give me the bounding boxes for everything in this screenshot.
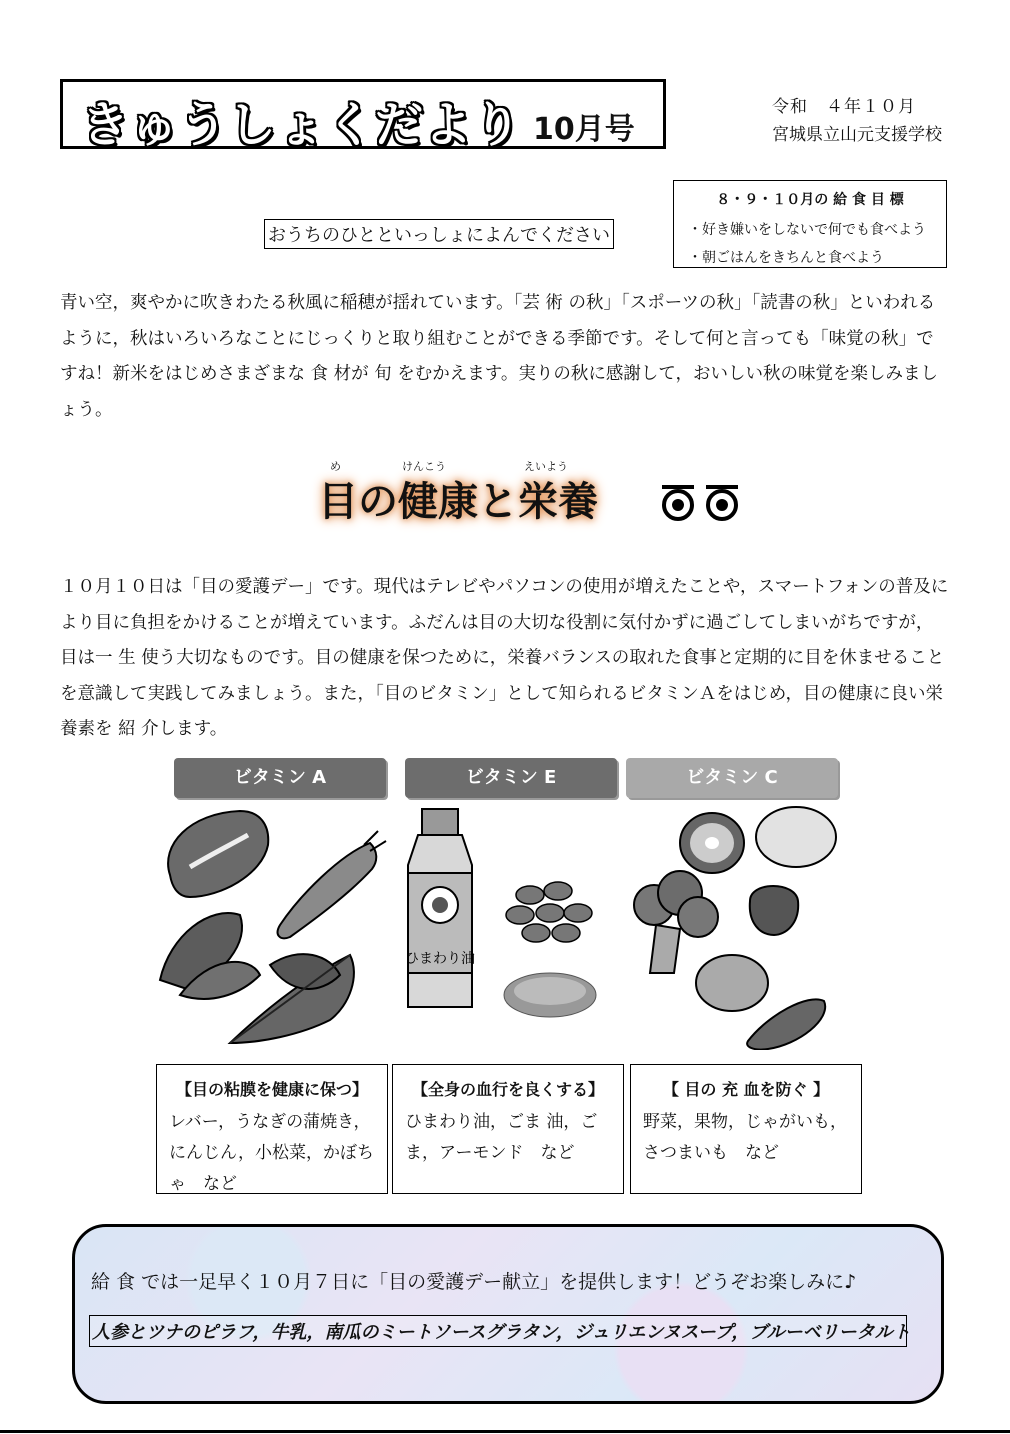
vitamin-a-box <box>156 1064 388 1194</box>
menu-announcement: 給 食 では一足早く１０月７日に「目の愛護デー献立」を提供します！どうぞお楽しみに♪ <box>91 1271 857 1293</box>
menu-announcement-panel <box>72 1224 944 1404</box>
issue-label: 10月号 <box>533 112 635 147</box>
bottom-rule <box>0 1430 1010 1433</box>
school-name: 宮城県立山元支援学校 <box>772 125 942 145</box>
kiwi-icon <box>680 813 744 873</box>
goal-item: ・朝ごはんをきちんと食べよう <box>688 250 884 266</box>
vitamin-e-box <box>392 1064 624 1194</box>
bell-pepper-icon <box>750 886 798 935</box>
intro-paragraph: 青い空，爽やかに吹きわたる秋風に稲穂が揺れています。「芸 術 の秋」「スポーツの秋」「読書の秋」といわれるように，秋はいろいろなことにじっくりと取り組むことができる季節です。そして何と言っても「味覚の秋」ですね！新米をはじめさまざまな 食 材が 旬 をむかえます。実りの秋に感謝して，おいしい秋の味覚を楽しみましょう。 <box>60 293 938 420</box>
vitamin-e-foods-illustration <box>400 805 620 1050</box>
vitamin-c-benefit: 【 目の 充 血を防ぐ 】 <box>662 1080 830 1099</box>
masthead-box <box>60 79 666 153</box>
tab-vitamin-a: ビタミン A <box>174 758 386 798</box>
vitamin-a-foods-illustration <box>150 805 390 1050</box>
lemon-icon <box>756 807 836 867</box>
bottle-label: ひまわり油 <box>405 951 475 967</box>
vitamin-c-box <box>630 1064 862 1194</box>
section-title: 目の健康と栄養 <box>318 479 598 525</box>
issue-date: 令和 ４年１０月 <box>772 97 916 117</box>
liver-icon <box>168 811 268 897</box>
vitamin-c-foods: 野菜，果物，じゃがいも，さつまいも など <box>643 1112 847 1163</box>
tab-vitamin-c: ビタミン C <box>626 758 838 798</box>
goal-item: ・好き嫌いをしないで何でも食べよう <box>688 222 926 238</box>
tab-vitamin-e: ビタミン E <box>405 758 617 798</box>
sesame-icon <box>504 973 596 1017</box>
read-together-note: おうちのひとといっしょによんでください <box>264 219 614 249</box>
heading-ruby: め <box>330 460 341 473</box>
vitamin-e-foods: ひまわり油，ごま 油，ごま，アーモンド など <box>405 1112 598 1163</box>
section-paragraph: １０月１０日は「目の愛護デー」です。現代はテレビやパソコンの使用が増えたことや，スマートフォンの普及により目に負担をかけることが増えています。ふだんは目の大切な役割に気付かずに過ごしてしまいがちですが，目は一 生 使う大切なものです。目の健康を保つために，栄養バランスの取れた食事と定期的に目を休ませることを意識して実践してみましょう。また，「目のビタミン」として知られるビタミンＡをはじめ，目の健康に良い栄養素を 紹 介します。 <box>60 577 949 739</box>
goal-title: ８・９・１０月の 給 食 目 標 <box>716 192 904 208</box>
spinach-icon <box>160 913 260 999</box>
oil-bottle-icon <box>405 809 475 1007</box>
vitamin-a-foods: レバー，うなぎの蒲焼き，にんじん，小松菜，かぼちゃ など <box>169 1112 375 1194</box>
vitamin-c-foods-illustration <box>628 805 848 1050</box>
eyes-icon <box>660 482 744 522</box>
heading-ruby: けんこう <box>402 460 446 473</box>
menu-box <box>89 1315 911 1347</box>
heading-ruby: えいよう <box>524 460 568 473</box>
vitamin-e-benefit: 【全身の血行を良くする】 <box>411 1080 604 1099</box>
lunch-goal-box <box>673 180 947 268</box>
broccoli-icon <box>634 871 718 973</box>
vitamin-a-benefit: 【目の粘膜を健康に保つ】 <box>175 1080 368 1099</box>
carrot-icon <box>278 831 386 938</box>
newsletter-title: きゅうしょくだより <box>81 97 523 153</box>
potato-icon <box>696 955 768 1011</box>
almond-icon <box>506 882 592 942</box>
sweet-potato-icon <box>747 999 825 1049</box>
menu-items: 人参とツナのピラフ，牛乳，南瓜のミートソースグラタン，ジュリエンヌスープ，ブルーベリータルト <box>92 1322 911 1343</box>
